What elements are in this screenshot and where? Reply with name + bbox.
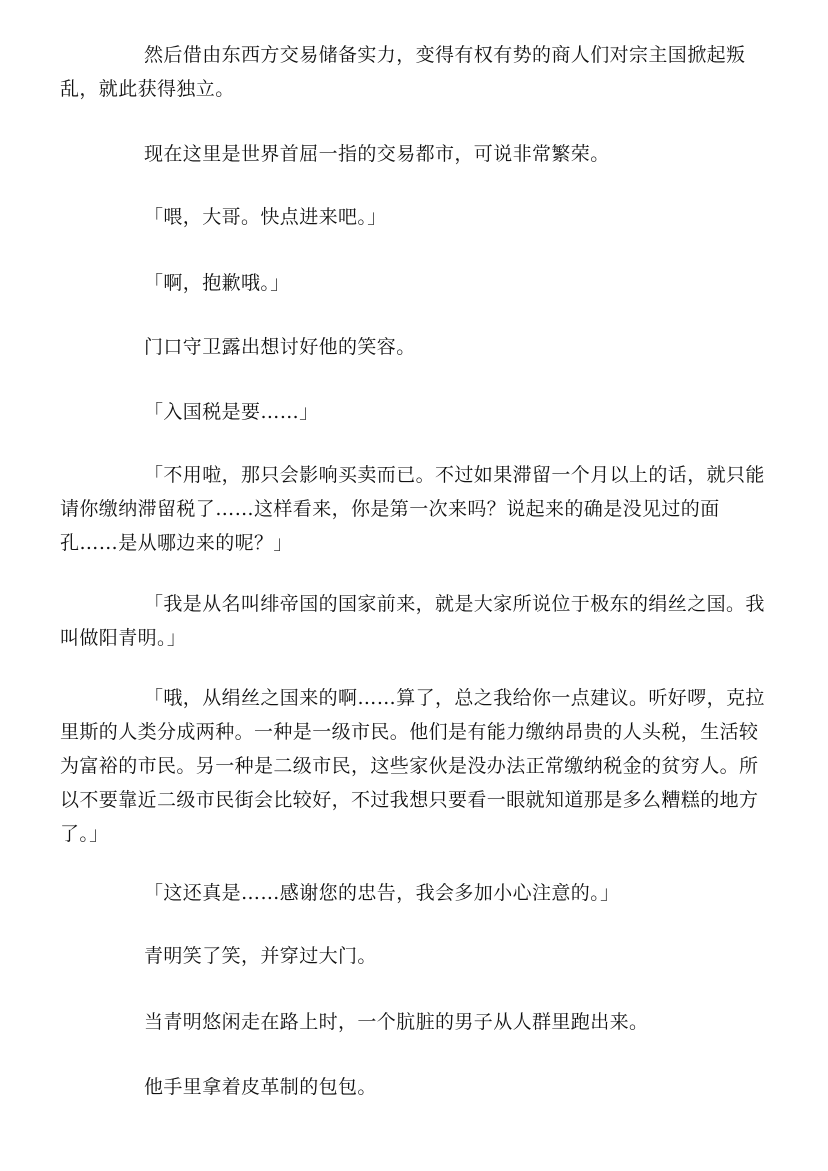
paragraph: 当青明悠闲走在路上时，一个肮脏的男子从人群里跑出来。	[144, 1011, 649, 1033]
paragraph: 「这还真是……感谢您的忠告，我会多加小心注意的。」	[144, 882, 620, 904]
paragraph: 「哦，从绢丝之国来的啊……算了，总之我给你一点建议。听好啰，克拉里斯的人类分成两种。一种是一级市民。他们是有能力缴纳昂贵的人头税，生活较为富裕的市民。另一种是二级市民，这些家伙是没办法正常缴纳税金的贫穷人。所以不要靠近二级市民街会比较好，不过我想只要看一眼就知道那是多么糟糕的地方了。」	[60, 687, 765, 845]
paragraph: 「啊，抱歉哦。」	[144, 272, 290, 294]
paragraph: 「入国税是要……」	[144, 401, 319, 423]
paragraph: 他手里拿着皮革制的包包。	[144, 1076, 377, 1098]
paragraph: 「不用啦，那只会影响买卖而已。不过如果滞留一个月以上的话，就只能请你缴纳滞留税了……这样看来，你是第一次来吗？说起来的确是没见过的面孔……是从哪边来的呢？」	[60, 464, 765, 554]
paragraph: 门口守卫露出想讨好他的笑容。	[144, 336, 416, 358]
paragraph: 「我是从名叫绯帝国的国家前来，就是大家所说位于极东的绢丝之国。我叫做阳青明。」	[60, 593, 765, 649]
paragraph: 现在这里是世界首屈一指的交易都市，可说非常繁荣。	[144, 143, 610, 165]
paragraph: 然后借由东西方交易储备实力，变得有权有势的商人们对宗主国掀起叛乱，就此获得独立。	[60, 44, 746, 100]
paragraph: 「喂，大哥。快点进来吧。」	[144, 206, 387, 228]
paragraph: 青明笑了笑，并穿过大门。	[144, 945, 377, 967]
